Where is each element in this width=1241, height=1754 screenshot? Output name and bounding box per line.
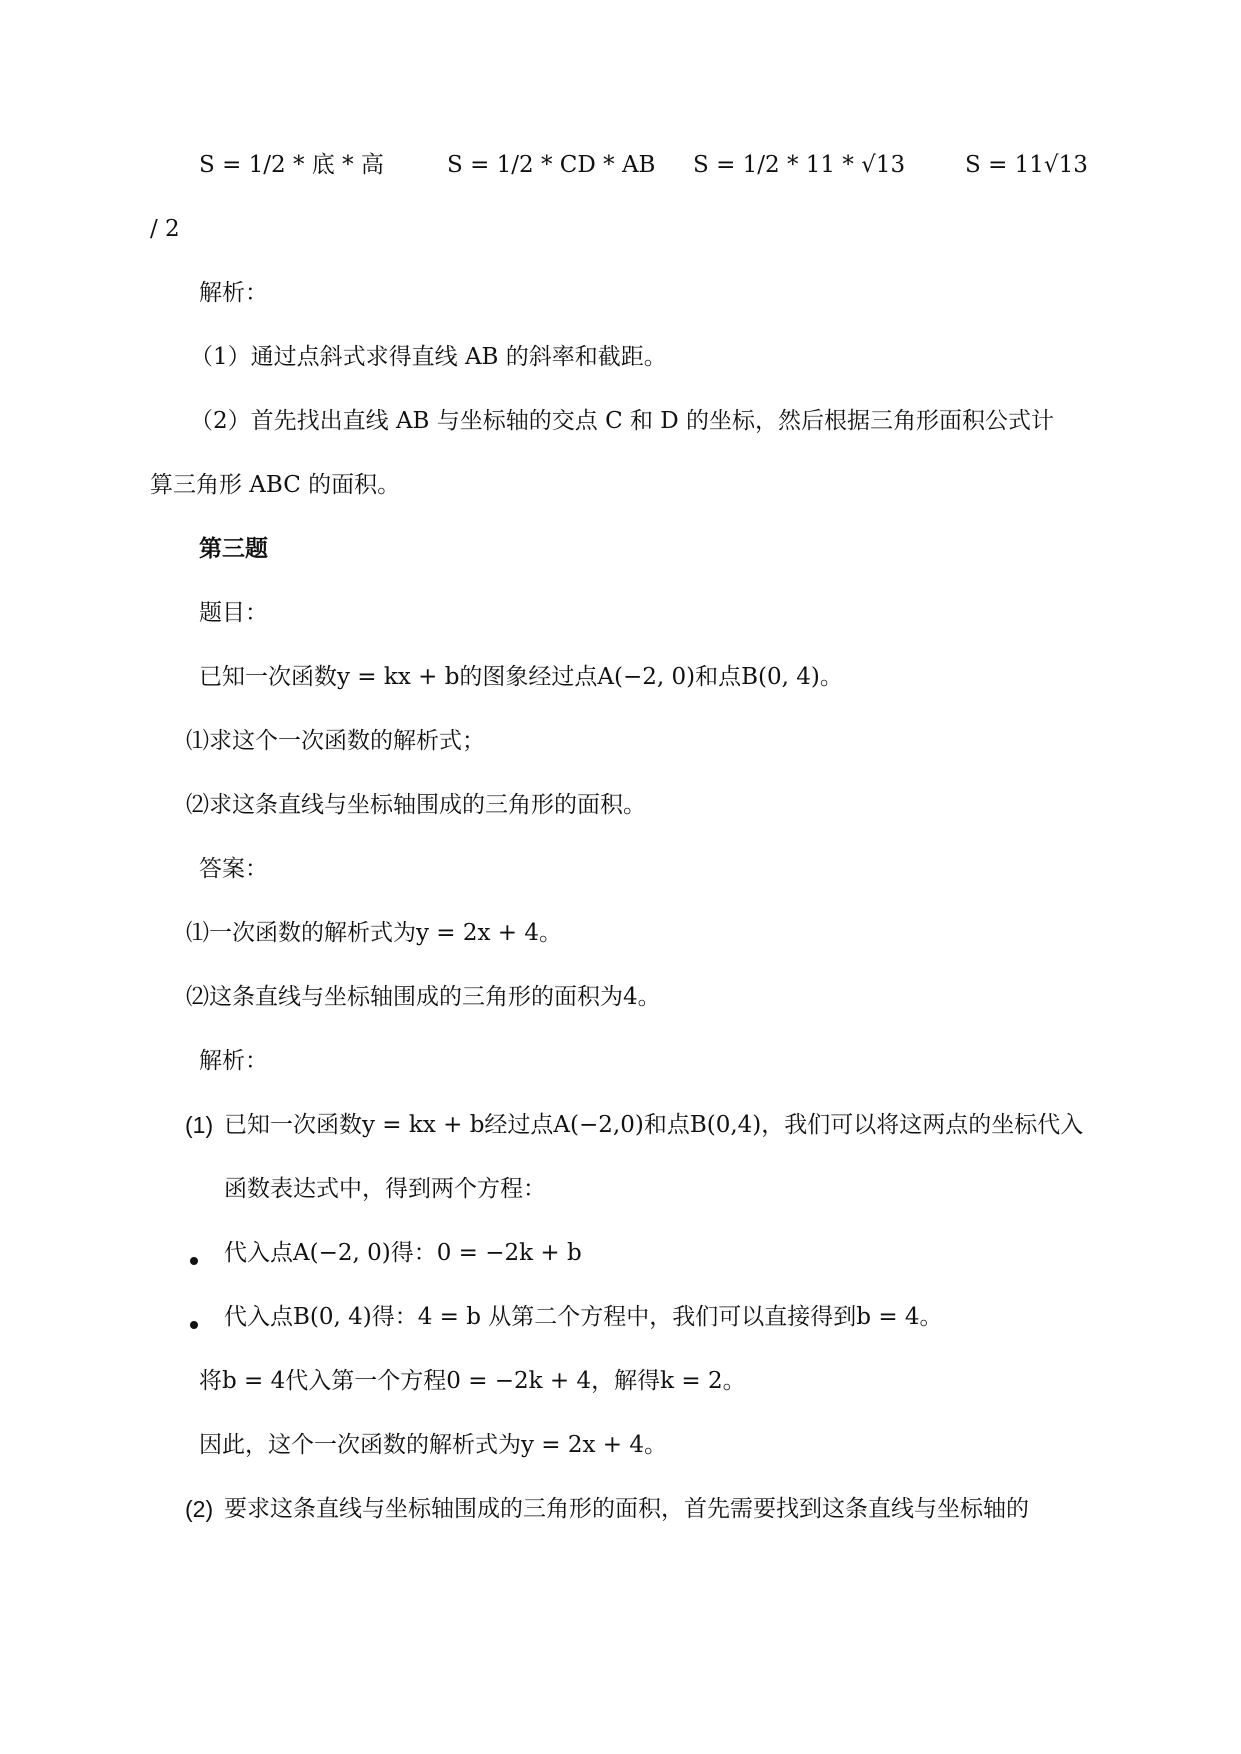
analysis-item-2-line-1: 要求这条直线与坐标轴围成的三角形的面积，首先需要找到这条直线与坐标轴的: [224, 1496, 1029, 1522]
question-stem: 已知一次函数y = kx + b的图象经过点A(−2, 0)和点B(0, 4)。: [199, 664, 843, 690]
analysis-step-solve-k: 将b = 4代入第一个方程0 = −2k + 4，解得k = 2。: [199, 1368, 746, 1394]
formula-substituted: S = 1/2 * CD * AB: [447, 152, 656, 178]
question-part-1: ⑴求这个一次函数的解析式；: [186, 728, 485, 754]
formula-result-continuation: / 2: [150, 216, 180, 242]
analysis-item-2-number: (2): [185, 1496, 214, 1522]
bullet-2-text: 代入点B(0, 4)得：4 = b 从第二个方程中，我们可以直接得到b = 4。: [224, 1304, 943, 1330]
bullet-1-marker: [190, 1257, 198, 1265]
analysis-part-2-line-2: 算三角形 ABC 的面积。: [150, 472, 401, 498]
analysis-part-2-line-1: （2）首先找出直线 AB 与坐标轴的交点 C 和 D 的坐标，然后根据三角形面积公式计: [190, 408, 1055, 434]
answer-part-1: ⑴一次函数的解析式为y = 2x + 4。: [186, 920, 563, 946]
answer-label: 答案：: [199, 856, 268, 882]
analysis-item-1-line-1: 已知一次函数y = kx + b经过点A(−2,0)和点B(0,4)，我们可以将这两点的坐标代入: [224, 1112, 1084, 1138]
question-3-title: 第三题: [199, 535, 268, 562]
bullet-1-text: 代入点A(−2, 0)得：0 = −2k + b: [224, 1240, 582, 1266]
analysis-conclusion: 因此，这个一次函数的解析式为y = 2x + 4。: [199, 1432, 668, 1458]
answer-part-2: ⑵这条直线与坐标轴围成的三角形的面积为4。: [186, 984, 661, 1010]
analysis-part-1: （1）通过点斜式求得直线 AB 的斜率和截距。: [190, 344, 667, 370]
analysis-item-1-number: (1): [185, 1112, 214, 1138]
analysis-heading: 解析：: [199, 280, 268, 306]
question-part-2: ⑵求这条直线与坐标轴围成的三角形的面积。: [186, 792, 646, 818]
analysis-item-1-line-2: 函数表达式中，得到两个方程：: [224, 1176, 546, 1202]
bullet-2-marker: [190, 1321, 198, 1329]
formula-result: S = 11√13: [965, 152, 1088, 178]
analysis-label: 解析：: [199, 1048, 268, 1074]
formula-numeric: S = 1/2 * 11 * √13: [693, 152, 906, 178]
question-label: 题目：: [199, 600, 268, 626]
formula-general: S = 1/2 * 底 * 高: [199, 152, 384, 178]
